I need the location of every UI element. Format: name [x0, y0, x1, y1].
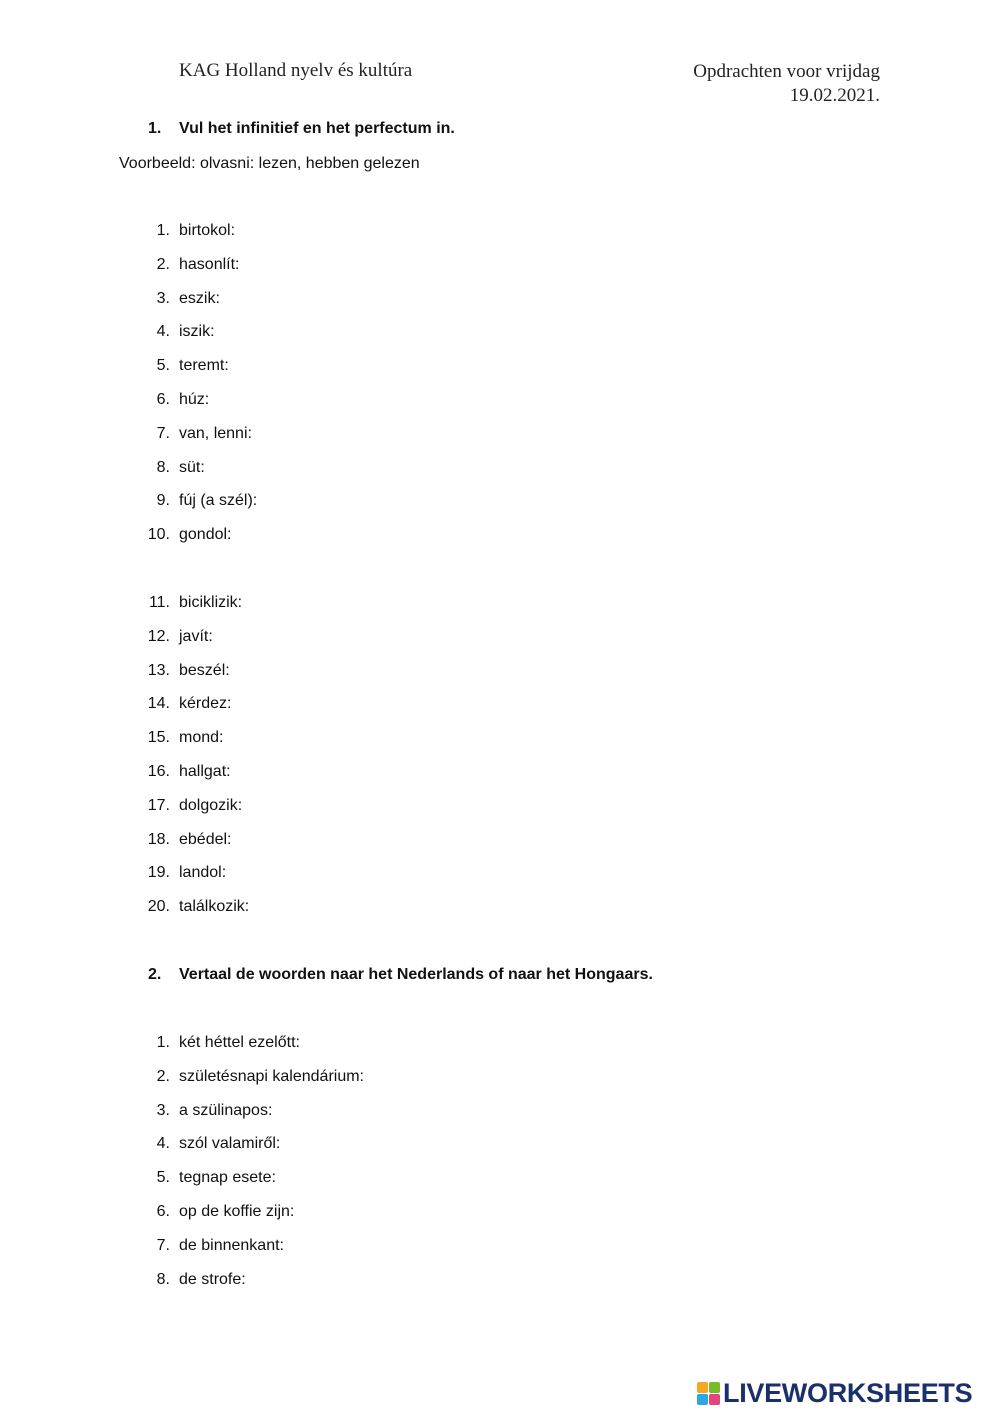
list-item: [118, 1270, 364, 1304]
list-item-number: 14.: [147, 695, 170, 713]
list-item: [118, 694, 249, 728]
list-item-text: a szülinapos:: [179, 1101, 273, 1119]
list-item-number: 5.: [156, 357, 170, 375]
list-item-text: tegnap esete:: [179, 1169, 276, 1187]
list-item-text: de strofe:: [179, 1270, 246, 1288]
list-item-text: találkozik:: [179, 898, 250, 916]
section1-number: 1.: [148, 120, 162, 137]
list-item-number: 4.: [156, 1135, 170, 1153]
list-item: [118, 593, 249, 627]
list-item: [118, 1168, 364, 1202]
list-item: [118, 897, 249, 931]
list-item-text: beszél:: [179, 661, 230, 679]
list-item-number: 9.: [156, 492, 170, 510]
header-date: 19.02.2021.: [789, 85, 880, 106]
list-item-text: húz:: [179, 390, 210, 408]
list-item-text: kérdez:: [179, 695, 232, 713]
list-item-text: eszik:: [179, 289, 220, 307]
list-item: [118, 762, 249, 796]
list-item: [118, 627, 249, 661]
liveworksheets-logo-icon: [697, 1382, 720, 1405]
list-item-text: dolgozik:: [179, 796, 243, 814]
liveworksheets-logo: [697, 1378, 972, 1409]
list-item: [118, 525, 257, 559]
list-item-number: 2.: [156, 255, 170, 273]
list-item: [118, 491, 257, 525]
list-item-text: szól valamiről:: [179, 1135, 281, 1153]
list-item-number: 18.: [147, 830, 170, 848]
list-item: [118, 289, 257, 323]
list-item-text: mond:: [179, 729, 224, 747]
section2-heading: [148, 966, 653, 984]
list-item-number: 3.: [156, 1101, 170, 1119]
list-item: [118, 458, 257, 492]
logo-tile: [709, 1382, 720, 1393]
section2-title: Vertaal de woorden naar het Nederlands of naar het Hongaars.: [179, 966, 653, 983]
header-course-name: KAG Holland nyelv és kultúra: [179, 60, 413, 81]
list-item-text: gondol:: [179, 526, 232, 544]
logo-tile: [697, 1394, 708, 1405]
list-item-text: javít:: [179, 627, 213, 645]
list-item-number: 7.: [156, 1236, 170, 1254]
list-item: [118, 863, 249, 897]
list-item-text: hallgat:: [179, 762, 231, 780]
list-item-text: birtokol:: [179, 222, 236, 239]
section1-list-part2: [118, 593, 249, 931]
list-item: [118, 356, 257, 390]
list-item: [118, 1067, 364, 1101]
list-item-number: 6.: [156, 1202, 170, 1220]
list-item: [118, 661, 249, 695]
list-item-text: születésnapi kalendárium:: [179, 1067, 364, 1085]
list-item: [118, 1202, 364, 1236]
list-item-number: 17.: [147, 796, 170, 814]
list-item-text: op de koffie zijn:: [179, 1202, 295, 1220]
list-item-text: landol:: [179, 864, 227, 882]
list-item-number: 15.: [147, 729, 170, 747]
list-item-text: két héttel ezelőtt:: [179, 1034, 300, 1051]
list-item: [118, 1134, 364, 1168]
list-item-number: 11.: [148, 594, 170, 611]
list-item-number: 5.: [156, 1169, 170, 1187]
list-item: [118, 255, 257, 289]
list-item-text: biciklizik:: [179, 594, 243, 611]
list-item-text: ebédel:: [179, 830, 232, 848]
list-item: [118, 1236, 364, 1270]
list-item-number: 2.: [156, 1067, 170, 1085]
section2-list: [118, 1033, 364, 1303]
list-item-number: 16.: [147, 762, 170, 780]
list-item-number: 8.: [156, 1270, 170, 1288]
list-item: [118, 830, 249, 864]
list-item-number: 13.: [147, 661, 170, 679]
example-sentence: Voorbeeld: olvasni: lezen, hebben gelezen: [119, 155, 420, 172]
list-item-number: 7.: [156, 424, 170, 442]
section2-number: 2.: [148, 966, 162, 983]
list-item-number: 4.: [156, 323, 170, 341]
list-item-text: de binnenkant:: [179, 1236, 284, 1254]
list-item-number: 20.: [147, 898, 170, 916]
list-item: [118, 1033, 364, 1067]
list-item-text: fúj (a szél):: [179, 492, 258, 510]
section1-title: Vul het infinitief en het perfectum in.: [179, 120, 455, 137]
list-item: [118, 322, 257, 356]
list-item-text: hasonlít:: [179, 255, 240, 273]
list-item: [118, 390, 257, 424]
list-item-number: 12.: [147, 627, 170, 645]
logo-tile: [697, 1382, 708, 1393]
list-item: [118, 221, 257, 255]
list-item-number: 1.: [156, 222, 170, 239]
list-item-number: 8.: [156, 458, 170, 476]
section1-heading: [148, 120, 455, 138]
list-item: [118, 424, 257, 458]
header-assignment-info: [693, 60, 880, 108]
list-item-number: 1.: [156, 1034, 170, 1051]
logo-tile: [709, 1394, 720, 1405]
list-item-number: 19.: [147, 864, 170, 882]
list-item-text: süt:: [179, 458, 205, 476]
list-item-text: iszik:: [179, 323, 215, 341]
liveworksheets-logo-text: LIVEWORKSHEETS: [723, 1378, 973, 1408]
list-item-number: 10.: [147, 526, 170, 544]
list-item: [118, 1101, 364, 1135]
header-assignment-title: Opdrachten voor vrijdag: [693, 61, 880, 82]
list-item-number: 6.: [156, 390, 170, 408]
list-item-text: van, lenni:: [179, 424, 252, 442]
list-item: [118, 728, 249, 762]
section1-list-part1: [118, 221, 257, 559]
list-item: [118, 796, 249, 830]
list-item-number: 3.: [156, 289, 170, 307]
list-item-text: teremt:: [179, 357, 229, 375]
